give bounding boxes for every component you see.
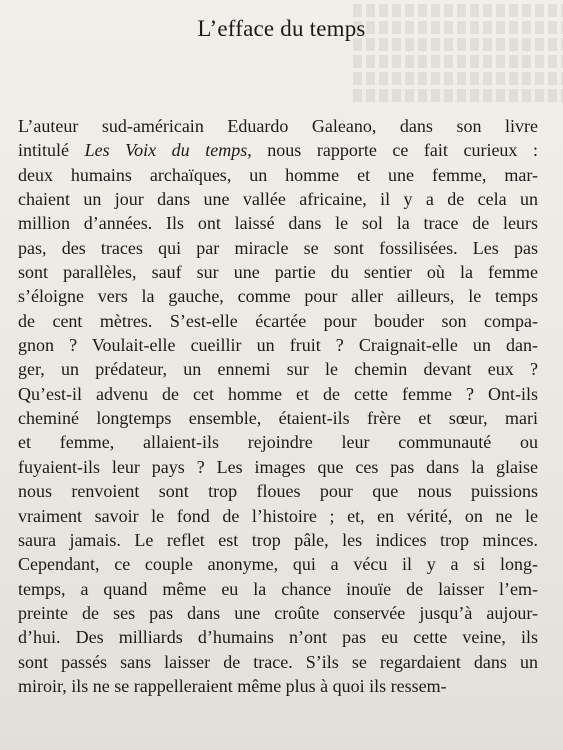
text-line: Cependant, ce couple anonyme, qui a vécu il y a si long- <box>18 554 538 575</box>
text-line: L’auteur sud-américain Eduardo Galeano, dans son livre <box>18 116 538 136</box>
text-line: cheminé longtemps ensemble, étaient-ils frère et sœur, mari <box>18 408 538 429</box>
text-line: et femme, allaient-ils rejoindre leur communauté ou <box>18 432 538 453</box>
body-text <box>18 114 538 698</box>
text-segment: , nous rapporte ce fait curieux : <box>247 140 538 161</box>
text-segment: intitulé <box>18 140 85 161</box>
chapter-title: L’effacе du temps <box>197 16 366 41</box>
text-line: fuyaient-ils leur pays ? Les images que ces pas dans la glaise <box>18 456 538 477</box>
text-line: Qu’est-il advenu de cet homme et de cette femme ? Ont-ils <box>18 383 538 404</box>
text-line: preinte de ses pas dans une croûte conservée jusqu’à aujour- <box>18 602 538 623</box>
text-line: d’hui. Des milliards d’humains n’ont pas eu cette veine, ils <box>18 627 538 648</box>
book-title: Les Voix du temps <box>84 140 248 161</box>
text-line: sont parallèles, sauf sur une partie du sentier où la femme <box>18 262 538 283</box>
text-line: gnon ? Voulait-elle cueillir un fruit ? Craignait-elle un dan- <box>18 335 538 356</box>
text-line: s’éloigne vers la gauche, comme pour aller ailleurs, le temps <box>18 286 538 307</box>
text-line <box>18 138 538 162</box>
text-line: miroir, ils ne se rappelleraient même plus à quoi ils ressem- <box>18 675 447 696</box>
text-line: million d’années. Ils ont laissé dans le sol la trace de leurs <box>18 213 538 234</box>
text-line: ger, un prédateur, un ennemi sur le chemin devant eux ? <box>18 359 538 380</box>
text-line: temps, a quand même eu la chance inouïe de laisser l’em- <box>18 578 538 599</box>
text-line: deux humains archaïques, un homme et une femme, mar- <box>18 164 538 185</box>
text-line: vraiment savoir le fond de l’histoire ; et, en vérité, on ne le <box>18 505 538 526</box>
text-line: pas, des traces qui par miracle se sont fossilisées. Les pas <box>18 237 538 258</box>
text-line: sont passés sans laisser de trace. S’ils se regardaient dans un <box>18 651 538 672</box>
text-line: nous renvoient sont trop floues pour que nous puissions <box>18 481 538 502</box>
text-line: de cent mètres. S’est-elle écartée pour bouder son compa- <box>18 310 538 331</box>
text-line: saura jamais. Le reflet est trop pâle, les indices trop minces. <box>18 529 538 550</box>
text-line: chaient un jour dans une vallée africaine, il y a de cela un <box>18 189 538 210</box>
